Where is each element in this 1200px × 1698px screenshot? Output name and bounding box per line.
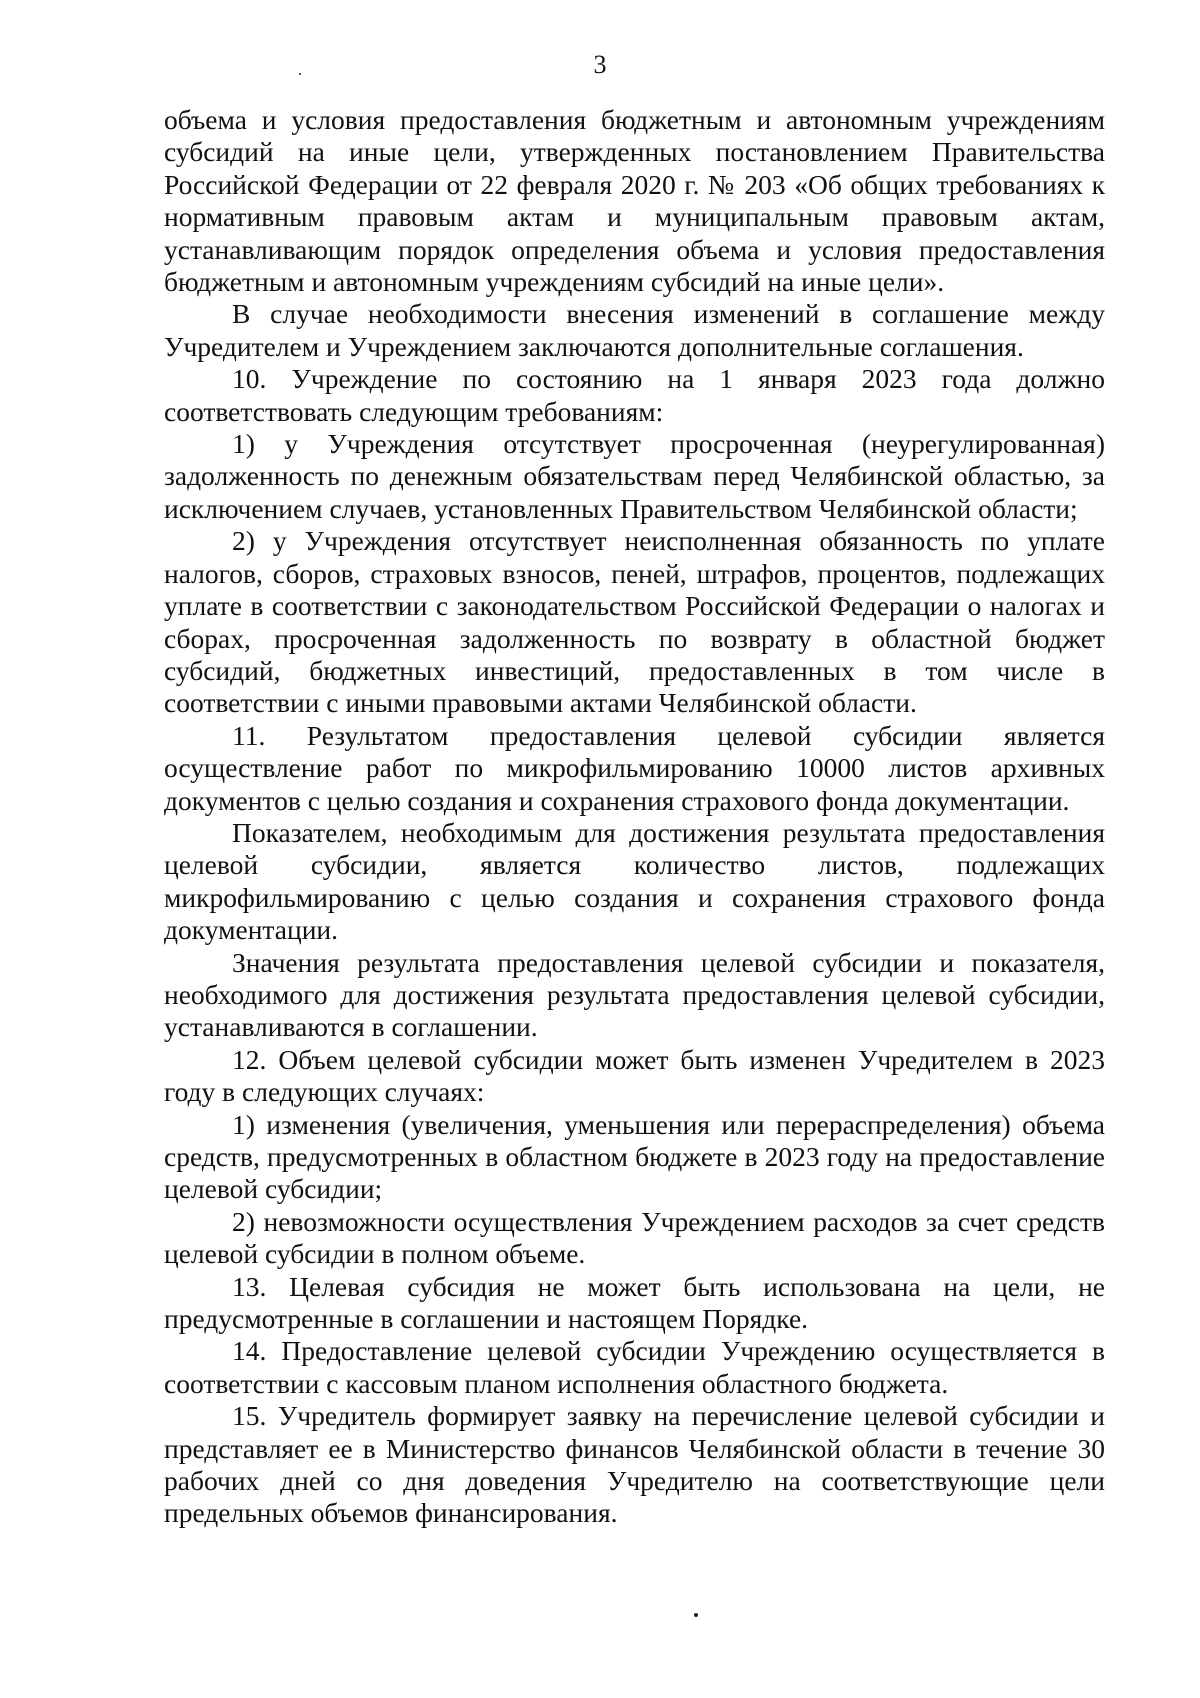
scan-speck xyxy=(694,1613,698,1617)
paragraph-14: 14. Предоставление целевой субсидии Учреждению осуществляется в соответствии с кассовым планом исполнения областного бюджета. xyxy=(164,1335,1105,1399)
paragraph-13: 13. Целевая субсидия не может быть использована на цели, не предусмотренные в соглашении и настоящем Порядке. xyxy=(164,1270,1105,1335)
paragraph-10: 10. Учреждение по состоянию на 1 января 2023 года должно соответствовать следующим требованиям: xyxy=(164,363,1105,427)
paragraph-12: 12. Объем целевой субсидии может быть изменен Учредителем в 2023 году в следующих случаях: xyxy=(164,1043,1105,1108)
paragraph-15: 15. Учредитель формирует заявку на перечисление целевой субсидии и представляет ее в Министерство финансов Челябинской области в течение 30 рабочих дней со дня доведения Учредителю на соответствующие цели предельных объемов финансирования. xyxy=(164,1400,1105,1529)
paragraph-12-item-2: 2) невозможности осуществления Учреждением расходов за счет средств целевой субсидии в полном объеме. xyxy=(164,1205,1105,1270)
paragraph-11-values: Значения результата предоставления целевой субсидии и показателя, необходимого для достижения результата предоставления целевой субсидии, устанавливаются в соглашении. xyxy=(164,946,1105,1043)
paragraph-11-indicator: Показателем, необходимым для достижения результата предоставления целевой субсидии, является количество листов, подлежащих микрофильмированию с целью создания и сохранения страхового фонда документации. xyxy=(164,816,1105,946)
paragraph-10-item-1: 1) у Учреждения отсутствует просроченная (неурегулированная) задолженность по денежным обязательствам перед Челябинской областью, за исключением случаев, установленных Правительством Челябинской области; xyxy=(164,428,1105,524)
paragraph-10-item-2: 2) у Учреждения отсутствует неисполненная обязанность по уплате налогов, сборов, страховых взносов, пеней, штрафов, процентов, подлежащих уплате в соответствии с законодательством Российской Федерации о налогах и сборах, просроченная задолженность по возврату в областной бюджет субсидий, бюджетных инвестиций, предоставленных в том числе в соответствии с иными правовыми актами Челябинской области. xyxy=(164,525,1105,719)
paragraph-amendments: В случае необходимости внесения изменений в соглашение между Учредителем и Учреждением заключаются дополнительные соглашения. xyxy=(164,298,1105,362)
scan-speck xyxy=(299,73,301,75)
paragraph-continuation: объема и условия предоставления бюджетным и автономным учреждениям субсидий на иные цели, утвержденных постановлением Правительства Российской Федерации от 22 февраля 2020 г. № 203 «Об общих требованиях к нормативным правовым актам и муниципальным правовым актам, устанавливающим порядок определения объема и условия предоставления бюджетным и автономным учреждениям субсидий на иные цели». xyxy=(164,104,1105,298)
paragraph-12-item-1: 1) изменения (увеличения, уменьшения или перераспределения) объема средств, предусмотренных в областном бюджете в 2023 году на предоставление целевой субсидии; xyxy=(164,1108,1105,1205)
paragraph-11: 11. Результатом предоставления целевой субсидии является осуществление работ по микрофильмированию 10000 листов архивных документов с целью создания и сохранения страхового фонда документации. xyxy=(164,719,1105,816)
page-number: 3 xyxy=(593,50,607,79)
document-body xyxy=(164,104,1105,1530)
